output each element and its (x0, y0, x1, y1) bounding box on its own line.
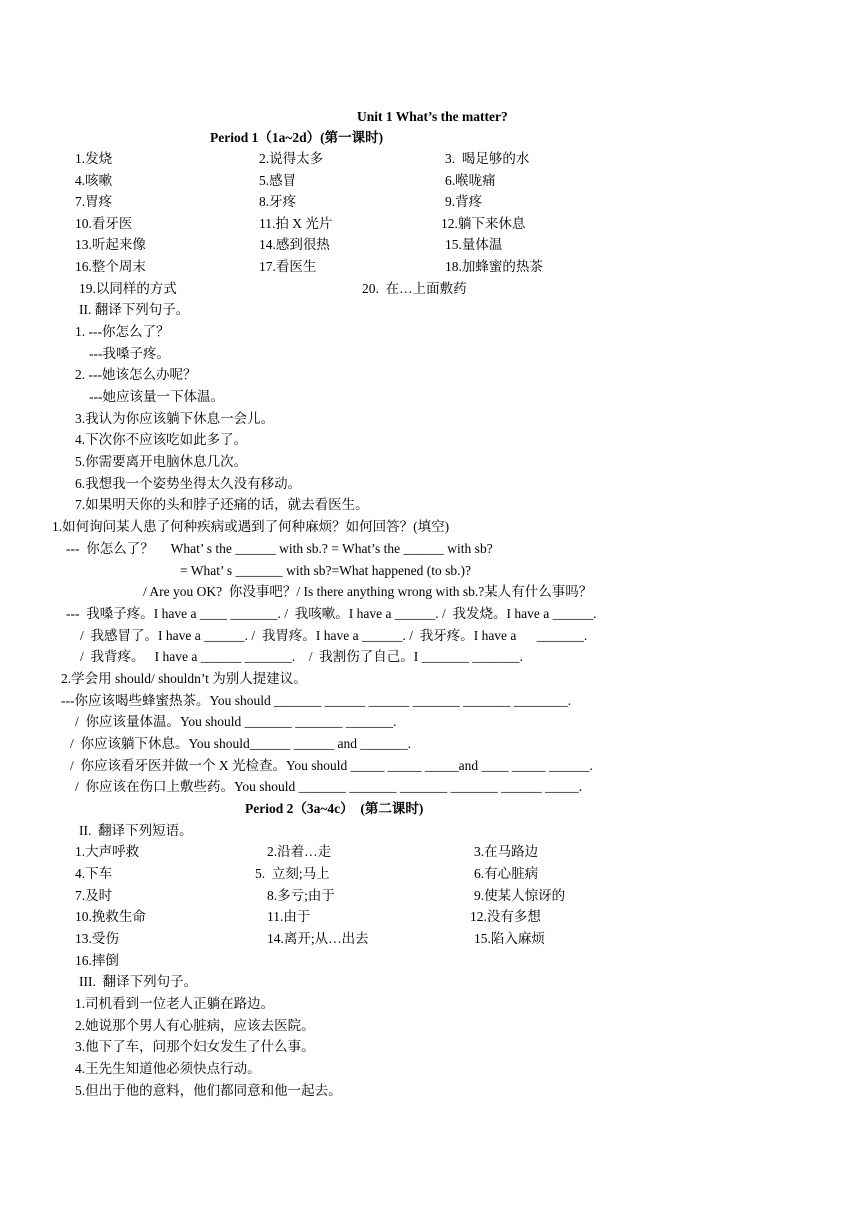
phrase-item: 11.拍 X 光片 (259, 216, 333, 231)
sentence-item: 4.王先生知道他必须快点行动。 (75, 1061, 261, 1076)
phrase-item: 10.看牙医 (75, 216, 133, 231)
fill-item: 2.学会用 should/ shouldn’t 为别人提建议。 (61, 671, 307, 686)
page-title: Unit 1 What’s the matter? (357, 109, 508, 124)
phrase-item: 17.看医生 (259, 259, 317, 274)
sentence-item: 5.你需要离开电脑休息几次。 (75, 454, 248, 469)
phrase-item: 6.有心脏病 (474, 866, 539, 881)
sentence-item: ---我嗓子疼。 (89, 346, 170, 361)
sentence-item: 2. ---她该怎么办呢？ (75, 367, 197, 382)
phrase-item: 3. 喝足够的水 (445, 151, 530, 166)
phrase-item: 11.由于 (267, 909, 311, 924)
sentence-item: 1. ---你怎么了？ (75, 324, 170, 339)
phrase-item: 5. 立刻;马上 (255, 866, 330, 881)
phrase-item: 3.在马路边 (474, 844, 539, 859)
phrase-item: 5.感冒 (259, 173, 297, 188)
phrase-item: 16.摔倒 (75, 953, 119, 968)
phrase-item: 18.加蜂蜜的热茶 (445, 259, 543, 274)
phrase-item: 19.以同样的方式 (79, 281, 177, 296)
fill-item: / Are you OK? 你没事吧？/ Is there anything wrong with sb.?某人有什么事吗？ (143, 584, 593, 599)
phrase-item: 7.胃疼 (75, 194, 113, 209)
phrase-item: 2.说得太多 (259, 151, 324, 166)
phrase-item: 15.量体温 (445, 237, 503, 252)
phrase-item: 14.感到很热 (259, 237, 330, 252)
phrase-item: 14.离开;从…出去 (267, 931, 369, 946)
section-heading: III. 翻译下列句子。 (79, 974, 198, 989)
phrase-item: 13.受伤 (75, 931, 119, 946)
phrase-item: 4.咳嗽 (75, 173, 113, 188)
sentence-item: 2.她说那个男人有心脏病，应该去医院。 (75, 1018, 315, 1033)
phrase-item: 15.陷入麻烦 (474, 931, 545, 946)
section-heading: II. 翻译下列短语。 (79, 823, 193, 838)
period-2-heading: Period 2（3a~4c） (第二课时) (245, 801, 424, 816)
phrase-item: 1.大声呼救 (75, 844, 140, 859)
phrase-item: 4.下车 (75, 866, 113, 881)
sentence-item: 1.司机看到一位老人正躺在路边。 (75, 996, 275, 1011)
fill-item: / 你应该在伤口上敷些药。You should _______ _______ _______ _______ ______ _____. (75, 779, 583, 794)
fill-item: / 你应该量体温。You should _______ _______ _______. (75, 714, 397, 729)
fill-item: --- 我嗓子疼。I have a ____ _______. / 我咳嗽。I have a ______. / 我发烧。I have a ______. (66, 606, 597, 621)
phrase-item: 1.发烧 (75, 151, 113, 166)
fill-item: / 你应该看牙医并做一个 X 光检查。You should _____ _____ _____and ____ _____ ______. (70, 758, 593, 773)
sentence-item: ---她应该量一下体温。 (89, 389, 224, 404)
phrase-item: 9.使某人惊讶的 (474, 888, 566, 903)
fill-item: / 我背疼。 I have a ______ _______. / 我割伤了自己。I _______ _______. (80, 649, 523, 664)
sentence-item: 6.我想我一个姿势坐得太久没有移动。 (75, 476, 302, 491)
period-1-heading: Period 1（1a~2d）(第一课时) (210, 130, 384, 145)
section-heading: II. 翻译下列句子。 (79, 302, 190, 317)
phrase-item: 7.及时 (75, 888, 113, 903)
phrase-item: 16.整个周末 (75, 259, 146, 274)
sentence-item: 3.我认为你应该躺下休息一会儿。 (75, 411, 275, 426)
phrase-item: 6.喉咙痛 (445, 173, 496, 188)
phrase-item: 9.背疼 (445, 194, 483, 209)
fill-item: / 你应该躺下休息。You should______ ______ and _______. (70, 736, 412, 751)
sentence-item: 4.下次你不应该吃如此多了。 (75, 432, 248, 447)
phrase-item: 8.牙疼 (259, 194, 297, 209)
phrase-item: 20. 在…上面敷药 (362, 281, 467, 296)
sentence-item: 5.但出于他的意料，他们都同意和他一起去。 (75, 1083, 342, 1098)
fill-item: 1.如何询问某人患了何种疾病或遇到了何种麻烦？如何回答？(填空) (52, 519, 450, 534)
phrase-item: 13.听起来像 (75, 237, 146, 252)
phrase-item: 10.挽救生命 (75, 909, 146, 924)
fill-item: = What’ s _______ with sb?=What happened (to sb.)? (180, 563, 472, 578)
fill-item: --- 你怎么了？ What’ s the ______ with sb.? = What’s the ______ with sb? (66, 541, 493, 556)
sentence-item: 3.他下了车，问那个妇女发生了什么事。 (75, 1039, 315, 1054)
phrase-item: 2.沿着…走 (267, 844, 332, 859)
phrase-item: 12.躺下来休息 (441, 216, 526, 231)
phrase-item: 8.多亏;由于 (267, 888, 335, 903)
fill-item: ---你应该喝些蜂蜜热茶。You should _______ ______ ______ _______ _______ ________. (61, 693, 572, 708)
phrase-item: 12.没有多想 (470, 909, 541, 924)
fill-item: / 我感冒了。I have a ______. / 我胃疼。I have a ______. / 我牙疼。I have a _______. (80, 628, 588, 643)
sentence-item: 7.如果明天你的头和脖子还痛的话，就去看医生。 (75, 497, 369, 512)
